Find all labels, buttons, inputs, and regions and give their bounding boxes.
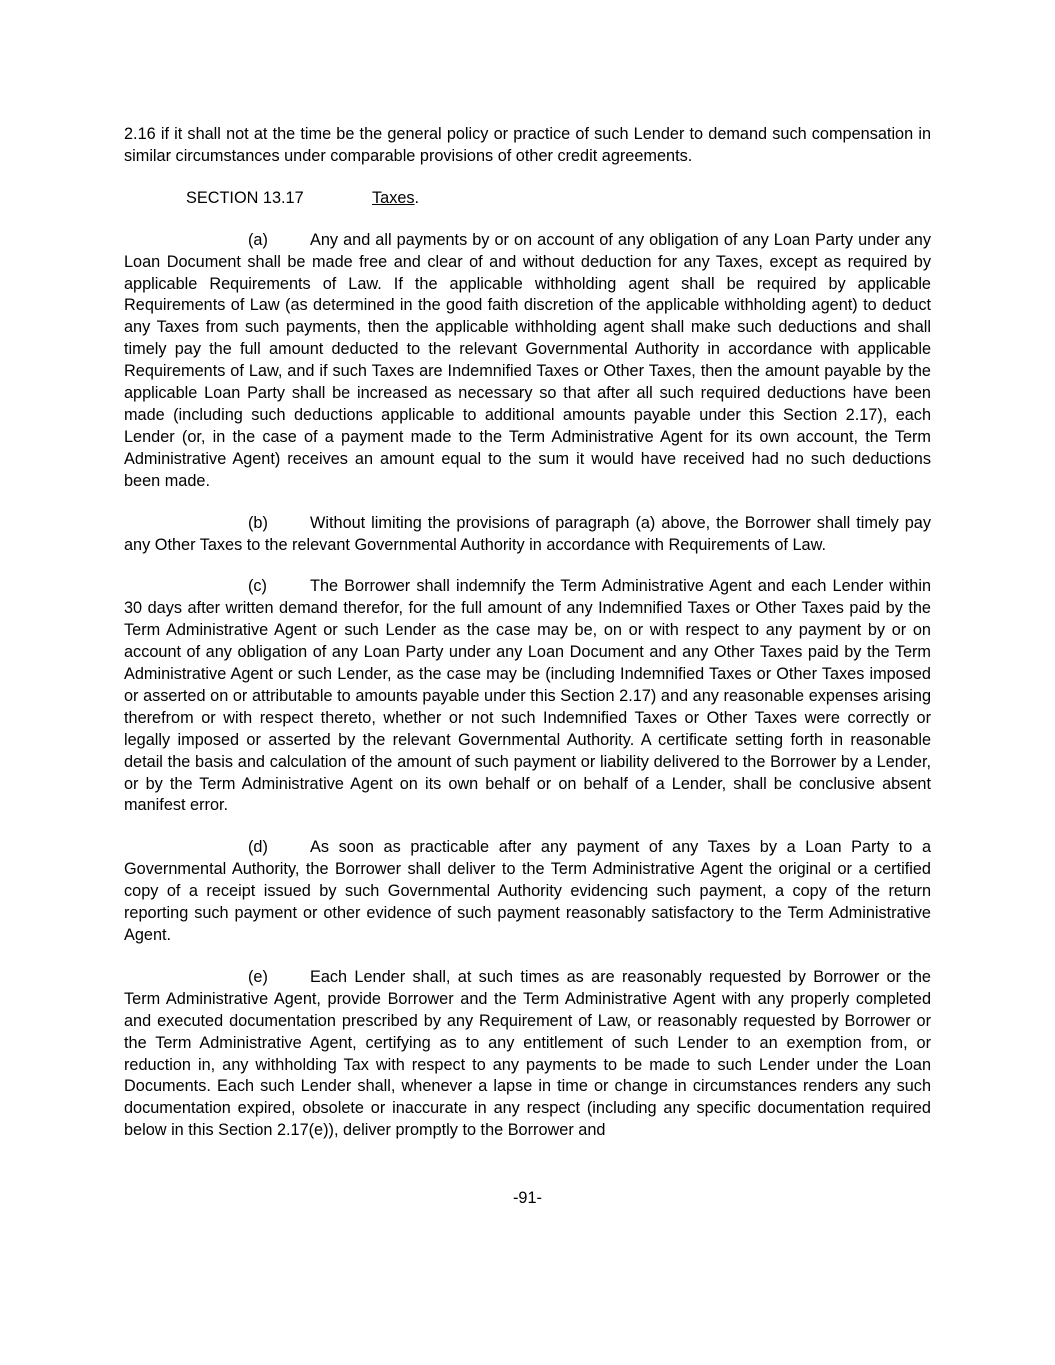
section-heading	[186, 188, 931, 210]
paragraph-label: (a)	[248, 230, 268, 249]
paragraph-e	[124, 967, 931, 1142]
paragraph-text: Without limiting the provisions of paragraph (a) above, the Borrower shall timely pay any Other Taxes to the relevant Governmental Authority in accordance with Requirements of Law.	[124, 513, 931, 554]
paragraph-text: Each Lender shall, at such times as are reasonably requested by Borrower or the Term Administrative Agent, provide Borrower and the Term Administrative Agent with any properly completed and executed documentation prescribed by any Requirement of Law, or reasonably requested by Borrower or the Term Administrative Agent, certifying as to any entitlement of such Lender to an exemption from, or reduction in, any withholding Tax with respect to any payments to be made to such Lender under the Loan Documents. Each such Lender shall, whenever a lapse in time or change in circumstances renders any such documentation expired, obsolete or inaccurate in any respect (including any specific documentation required below in this Section 2.17(e)), deliver promptly to the Borrower and	[124, 967, 931, 1140]
section-title: Taxes	[372, 188, 415, 207]
paragraph-d	[124, 837, 931, 947]
paragraph-text: As soon as practicable after any payment of any Taxes by a Loan Party to a Governmental Authority, the Borrower shall deliver to the Term Administrative Agent the original or a certified copy of a receipt issued by such Governmental Authority evidencing such payment, a copy of the return reporting such payment or other evidence of such payment reasonably satisfactory to the Term Administrative Agent.	[124, 838, 931, 944]
paragraph-b	[124, 513, 931, 557]
paragraph-text: Any and all payments by or on account of any obligation of any Loan Party under any Loan Document shall be made free and clear of and without deduction for any Taxes, except as required by applicable Requirements of Law. If the applicable withholding agent shall be required by applicable Requirements of Law (as determined in the good faith discretion of the applicable withholding agent) to deduct any Taxes from such payments, then the applicable withholding agent shall make such deductions and shall timely pay the full amount deducted to the relevant Governmental Authority in accordance with applicable Requirements of Law, and if such Taxes are Indemnified Taxes or Other Taxes, then the amount payable by the applicable Loan Party shall be increased as necessary so that after all such required deductions have been made (including such deductions applicable to additional amounts payable under this Section 2.17), each Lender (or, in the case of a payment made to the Term Administrative Agent for its own account, the Term Administrative Agent) receives an amount equal to the sum it would have received had no such deductions been made.	[124, 230, 931, 490]
page-number: -91-	[513, 1189, 542, 1207]
paragraph-label: (b)	[248, 513, 268, 532]
continuation-paragraph: 2.16 if it shall not at the time be the general policy or practice of such Lender to demand such compensation in similar circumstances under comparable provisions of other credit agreements.	[124, 125, 931, 165]
section-number: SECTION 13.17	[186, 188, 304, 207]
section-title-wrapper	[372, 188, 419, 210]
section-title-suffix: .	[414, 188, 420, 207]
document-page	[124, 124, 931, 1162]
paragraph-c	[124, 576, 931, 817]
paragraph-label: (d)	[248, 838, 268, 857]
paragraph-a	[124, 230, 931, 493]
paragraph-label: (c)	[248, 577, 267, 596]
paragraph-text: The Borrower shall indemnify the Term Administrative Agent and each Lender within 30 days after written demand therefor, for the full amount of any Indemnified Taxes or Other Taxes paid by the Term Administrative Agent or such Lender as the case may be, on or with respect to any payment by or on account of any obligation of any Loan Party under any Loan Document and any Other Taxes paid by the Term Administrative Agent or such Lender, as the case may be (including Indemnified Taxes or Other Taxes imposed or asserted on or attributable to amounts payable under this Section 2.17) and any reasonable expenses arising therefrom or with respect thereto, whether or not such Indemnified Taxes or Other Taxes were correctly or legally imposed or asserted by the relevant Governmental Authority. A certificate setting forth in reasonable detail the basis and calculation of the amount of such payment or liability delivered to the Borrower by a Lender, or by the Term Administrative Agent on its own behalf or on behalf of a Lender, shall be conclusive absent manifest error.	[124, 577, 931, 815]
paragraph-label: (e)	[248, 967, 268, 986]
